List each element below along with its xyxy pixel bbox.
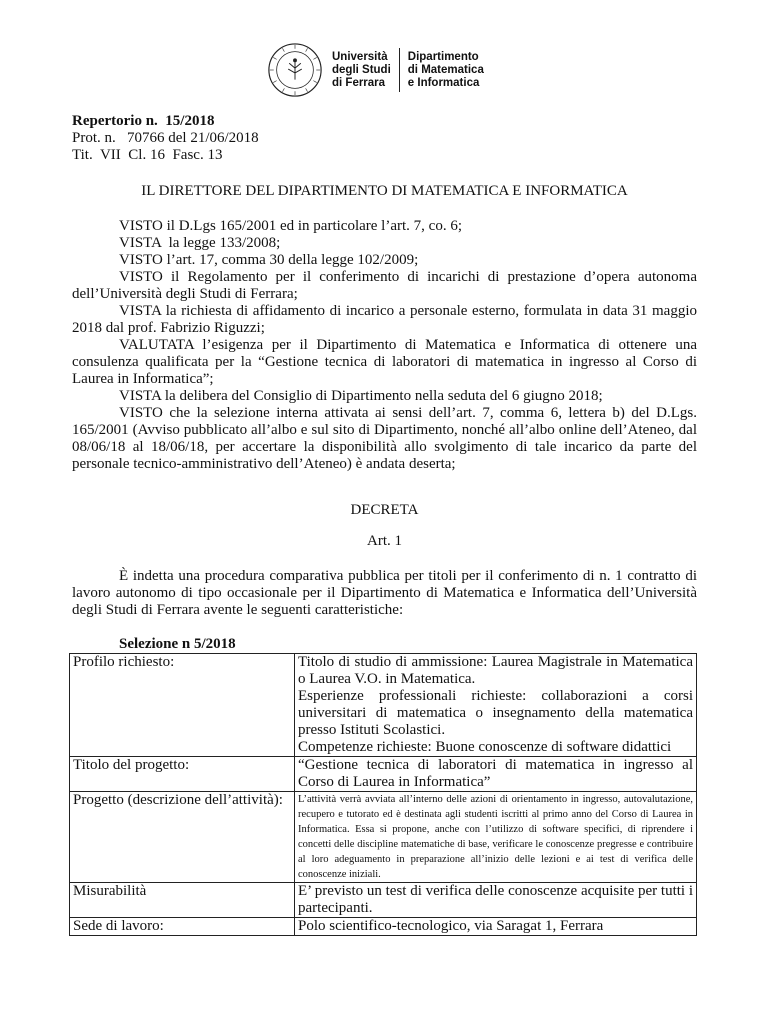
premise-item: VISTA la richiesta di affidamento di incarico a personale esterno, formulata in data 31 maggio 2018 dal prof. Fabrizio Riguzzi; xyxy=(72,303,697,336)
row-value: Polo scientifico-tecnologico, via Saragat 1, Ferrara xyxy=(295,918,697,936)
row-label: Sede di lavoro: xyxy=(70,918,295,936)
premise-item: VISTO l’art. 17, comma 30 della legge 102/2009; xyxy=(119,252,419,268)
profile-line: Competenze richieste: Buone conoscenze di software didattici xyxy=(298,739,672,755)
protocol-number: Prot. n. 70766 del 21/06/2018 xyxy=(72,130,259,146)
university-logo xyxy=(266,42,484,98)
article-heading: Art. 1 xyxy=(367,533,402,549)
table-row xyxy=(70,757,697,792)
table-row xyxy=(70,792,697,883)
premises-list xyxy=(72,218,697,473)
premise-item: VALUTATA l’esigenza per il Dipartimento di Matematica e Informatica di ottenere una consulenza qualificata per la “Gestione tecnica di laboratori di matematica in ingresso al Corso di Laurea in Informatica”; xyxy=(72,337,697,387)
repertorio-number: Repertorio n. 15/2018 xyxy=(72,113,215,129)
document-title: IL DIRETTORE DEL DIPARTIMENTO DI MATEMATICA E INFORMATICA xyxy=(141,183,628,199)
profile-line: Esperienze professionali richieste: collaborazioni a corsi universitari di matematica o insegnamento della matematica presso Istituti Scolastici. xyxy=(298,688,693,738)
university-seal-icon xyxy=(266,41,324,99)
department-name-line: di Matematica xyxy=(407,63,484,76)
document-body xyxy=(72,113,697,936)
table-row xyxy=(70,918,697,936)
selection-title: Selezione n 5/2018 xyxy=(119,636,236,652)
department-name-line: Dipartimento xyxy=(407,50,479,63)
department-name xyxy=(408,51,484,90)
row-value: E’ previsto un test di verifica delle conoscenze acquisite per tutti i partecipanti. xyxy=(295,883,697,918)
row-value: L’attività verrà avviata all’interno delle azioni di orientamento in ingresso, autovalutazione, recupero e tutorato ed è destinata agli studenti iscritti al primo anno del Corso di Laurea in Informatica. Essa si propone, anche con l’utilizzo di software specifici, di riprendere i concetti delle discipline matematiche di base, verificare le conoscenze pregresse e contribuire al loro adeguamento in preparazione all’inizio delle lezioni e ai test di verifica delle conoscenze iniziali. xyxy=(295,792,697,883)
row-value xyxy=(295,654,697,757)
profile-line: Titolo di studio di ammissione: Laurea Magistrale in Matematica o Laurea V.O. in Matematica. xyxy=(298,654,693,687)
article-text: È indetta una procedura comparativa pubblica per titoli per il conferimento di n. 1 contratto di lavoro autonomo di tipo occasionale per il Dipartimento di Matematica e Informatica dell’Università degli Studi di Ferrara avente le seguenti caratteristiche: xyxy=(72,568,697,618)
table-row xyxy=(70,654,697,757)
row-label: Misurabilità xyxy=(70,883,295,918)
premise-item: VISTA la delibera del Consiglio di Dipartimento nella seduta del 6 giugno 2018; xyxy=(119,388,603,404)
premise-item: VISTO il D.Lgs 165/2001 ed in particolare l’art. 7, co. 6; xyxy=(119,218,462,234)
row-value: “Gestione tecnica di laboratori di matematica in ingresso al Corso di Laurea in Informatica” xyxy=(295,757,697,792)
classification: Tit. VII Cl. 16 Fasc. 13 xyxy=(72,147,223,163)
university-name xyxy=(332,51,399,90)
university-name-line: Università xyxy=(332,50,388,63)
decree-heading: DECRETA xyxy=(350,502,419,518)
premise-item: VISTO che la selezione interna attivata ai sensi dell’art. 7, comma 6, lettera b) del D.Lgs. 165/2001 (Avviso pubblicato all’albo e sul sito di Dipartimento, nonché all’albo online dell’Ateneo, dal 08/06/18 al 18/06/18, per accertare la disponibilità allo svolgimento di tale incarico da parte del personale tecnico-amministrativo dell’Ateneo) è andata deserta; xyxy=(72,405,697,472)
university-name-line: di Ferrara xyxy=(332,76,386,89)
university-name-line: degli Studi xyxy=(332,63,391,76)
selection-table xyxy=(69,653,697,936)
logo-divider xyxy=(399,48,400,92)
table-row xyxy=(70,883,697,918)
premise-item: VISTO il Regolamento per il conferimento di incarichi di prestazione d’opera autonoma dell’Università degli Studi di Ferrara; xyxy=(72,269,697,302)
premise-item: VISTA la legge 133/2008; xyxy=(119,235,281,251)
row-label: Titolo del progetto: xyxy=(70,757,295,792)
row-label: Profilo richiesto: xyxy=(70,654,295,757)
row-label: Progetto (descrizione dell’attività): xyxy=(70,792,295,883)
department-name-line: e Informatica xyxy=(407,76,480,89)
